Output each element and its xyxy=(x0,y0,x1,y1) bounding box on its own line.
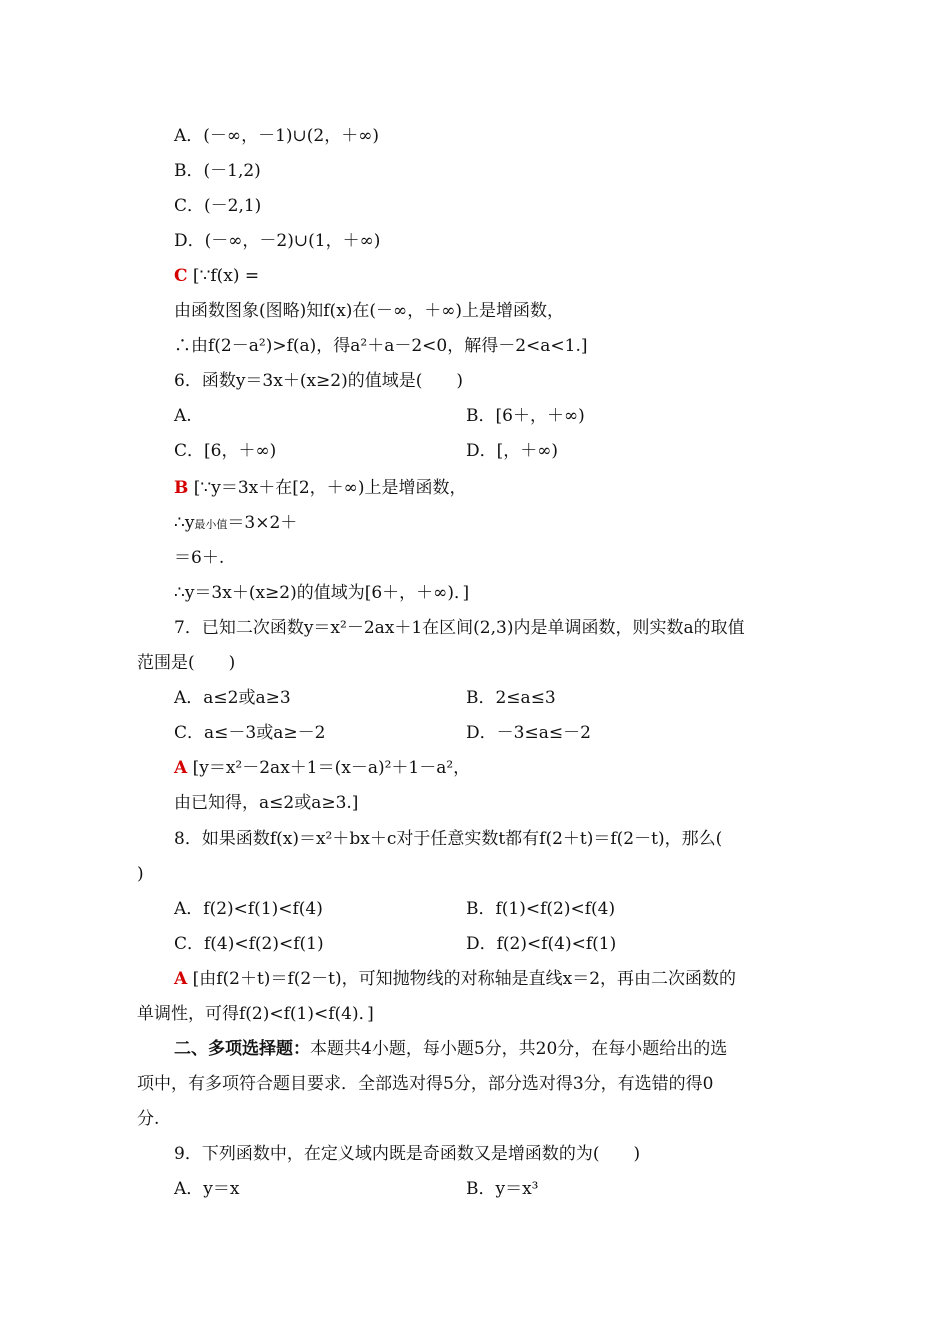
q6-option-b: B．[6＋，＋∞) xyxy=(466,406,585,426)
q7-option-c: C．a≤－3或a≥－2 xyxy=(174,723,326,743)
q8-stem-1: 8．如果函数f(x)＝x²＋bx＋c对于任意实数t都有f(2＋t)＝f(2－t)，那么( xyxy=(174,829,723,849)
q8-stem-2: ) xyxy=(137,864,144,884)
q8-option-b: B．f(1)<f(2)<f(4) xyxy=(466,899,616,919)
q8-explanation: 单调性，可得f(2)<f(1)<f(4)．] xyxy=(137,1004,374,1024)
q5-answer: C [∵f(x) = xyxy=(174,266,260,286)
q7-option-a: A．a≤2或a≥3 xyxy=(174,688,291,708)
q6-option-a: A. xyxy=(174,406,192,426)
q6-explanation-2: ＝6＋. xyxy=(174,548,225,568)
q6-option-d: D．[，＋∞) xyxy=(466,441,559,461)
q9-stem: 9．下列函数中，在定义域内既是奇函数又是增函数的为( ) xyxy=(174,1144,641,1164)
q6-explanation-1: ∴y最小值＝3×2＋ xyxy=(174,513,298,533)
section-desc-2: 项中，有多项符合题目要求．全部选对得5分，部分选对得3分，有选错的得0 xyxy=(137,1074,714,1094)
q7-explanation: 由已知得，a≤2或a≥3.] xyxy=(174,793,359,813)
q6-answer: B [∵y＝3x＋在[2，＋∞)上是增函数， xyxy=(174,478,467,498)
q5-explanation-1: 由函数图象(图略)知f(x)在(－∞，＋∞)上是增函数， xyxy=(174,301,564,321)
q7-option-d: D．－3≤a≤－2 xyxy=(466,723,591,743)
q8-answer: A [由f(2＋t)＝f(2－t)，可知抛物线的对称轴是直线x＝2，再由二次函数的 xyxy=(174,969,737,989)
section-heading: 二、多项选择题：本题共4小题，每小题5分，共20分，在每小题给出的选 xyxy=(174,1039,728,1059)
q5-option-d: D．(－∞，－2)∪(1，＋∞) xyxy=(174,231,381,251)
q8-option-c: C．f(4)<f(2)<f(1) xyxy=(174,934,324,954)
section-desc-3: 分. xyxy=(137,1109,160,1129)
q8-option-d: D．f(2)<f(4)<f(1) xyxy=(466,934,617,954)
q6-explanation-3: ∴y＝3x＋(x≥2)的值域为[6＋，＋∞)．] xyxy=(174,583,470,603)
q5-option-a: A．(－∞，－1)∪(2，＋∞) xyxy=(174,126,380,146)
q7-stem-1: 7．已知二次函数y＝x²－2ax＋1在区间(2,3)内是单调函数，则实数a的取值 xyxy=(174,618,745,638)
q7-answer: A [y＝x²－2ax＋1＝(x－a)²＋1－a²， xyxy=(174,758,471,778)
q9-option-b: B．y＝x³ xyxy=(466,1179,539,1199)
q6-stem: 6．函数y＝3x＋(x≥2)的值域是( ) xyxy=(174,371,463,391)
q5-option-c: C．(－2,1) xyxy=(174,196,262,216)
q5-explanation-2: ∴由f(2－a²)>f(a)，得a²＋a－2<0，解得－2<a<1.] xyxy=(174,336,588,356)
q7-option-b: B．2≤a≤3 xyxy=(466,688,556,708)
q5-option-b: B．(－1,2) xyxy=(174,161,261,181)
q9-option-a: A．y＝x xyxy=(174,1179,240,1199)
q8-option-a: A．f(2)<f(1)<f(4) xyxy=(174,899,323,919)
q7-stem-2: 范围是( ) xyxy=(137,653,236,673)
q6-option-c: C．[6，＋∞) xyxy=(174,441,277,461)
